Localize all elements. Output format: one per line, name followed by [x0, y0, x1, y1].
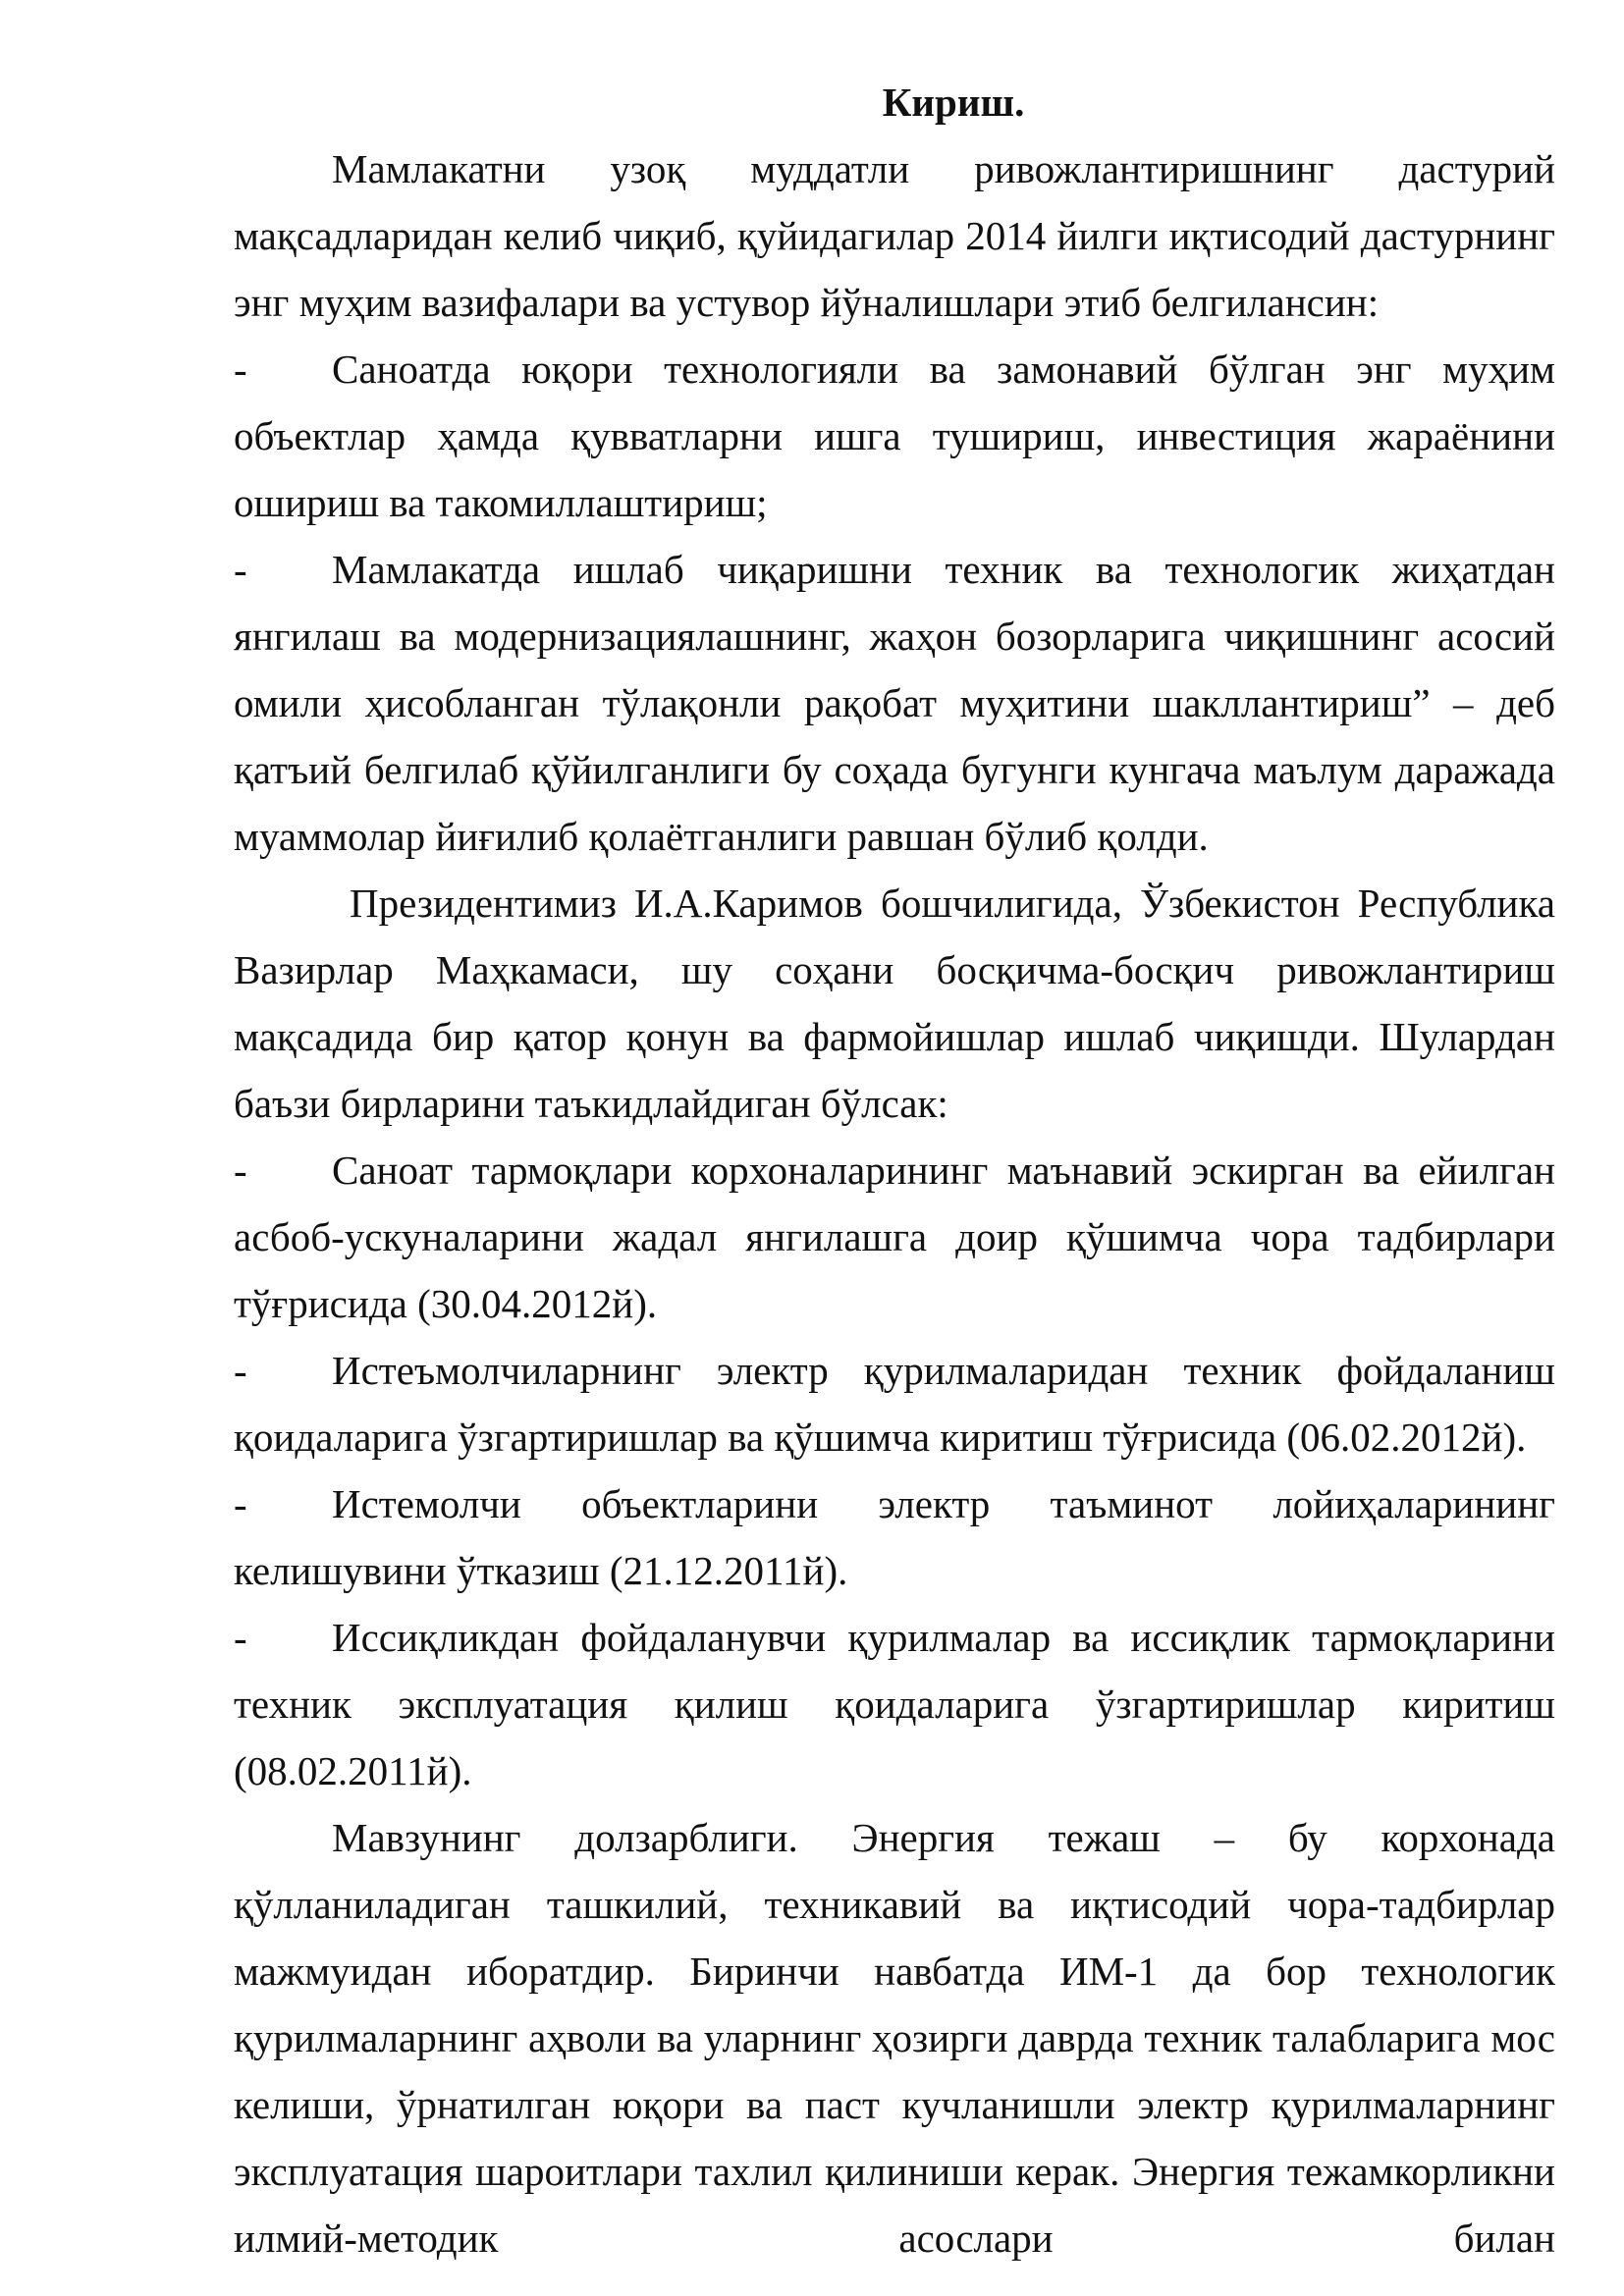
bullet-dash: - [234, 1148, 247, 1193]
paragraph-president: Президентимиз И.А.Каримов бошчилигида, Ўзбекистон Республика Вазирлар Маҳкамаси, шу соҳани босқичма-босқич ривожлантириш мақсадида бир қатор қонун ва фармойишлар ишлаб чиқишди. Шулардан баъзи бирларини таъкидлайдиган бўлсак: [234, 881, 1555, 1126]
document-page [234, 69, 1555, 2271]
paragraph-intro: Мамлакатни узоқ муддатли ривожлантиришнинг дастурий мақсадларидан келиб чиқиб, қуйидагилар 2014 йилги иқтисодий дастурнинг энг муҳим вазифалари ва устувор йўналишлари этиб белгилансин: [234, 146, 1555, 325]
bullet-text: Мамлакатда ишлаб чиқаришни техник ва технологик жиҳатдан янгилаш ва модернизациялашнинг, жаҳон бозорларига чиқишнинг асосий омили ҳисобланган тўлақонли рақобат муҳитини шакллантириш” – деб қатъий белгилаб қўйилганлиги бу соҳада бугунги кунгача маълум даражада муаммолар йиғилиб қолаётганлиги равшан бўлиб қолди. [234, 547, 1555, 859]
bullet-text: Истемолчи объектларини электр таъминот лойиҳаларининг келишувини ўтказиш (21.12.2011й). [234, 1481, 1555, 1593]
bullet-dash: - [234, 1348, 247, 1393]
bullet-text: Иссиқликдан фойдаланувчи қурилмалар ва иссиқлик тармоқларини техник эксплуатация қилиш қоидаларига ўзгартиришлар киритиш (08.02.2011й). [234, 1615, 1555, 1793]
bullet-text: Истеъмолчиларнинг электр қурилмаларидан техник фойдаланиш қоидаларига ўзгартиришлар ва қўшимча киритиш тўғрисида (06.02.2012й). [234, 1348, 1555, 1460]
bullet-item [234, 1337, 1555, 1470]
bullet-item [234, 1137, 1555, 1337]
bullet-dash: - [234, 1481, 247, 1526]
bullet-text: Саноат тармоқлари корхоналарининг маънавий эскирган ва ейилган асбоб-ускуналарини жадал янгилашга доир қўшимча чора тадбирлари тўғрисида (30.04.2012й). [234, 1148, 1555, 1326]
bullet-text: Саноатда юқори технологияли ва замонавий бўлган энг муҳим объектлар ҳамда қувватларни ишга тушириш, инвестиция жараёнини ошириш ва такомиллаштириш; [234, 347, 1555, 525]
bullet-item [234, 536, 1555, 870]
bullet-item [234, 336, 1555, 536]
bullet-item [234, 1604, 1555, 1804]
document-title: Кириш. [882, 80, 1025, 125]
bullet-item [234, 1470, 1555, 1604]
bullet-dash: - [234, 347, 247, 392]
bullet-dash: - [234, 547, 247, 592]
paragraph-relevance: Мавзунинг долзарблиги. Энергия тежаш – бу корхонада қўлланиладиган ташкилий, техникавий ва иқтисодий чора-тадбирлар мажмуидан иборатдир. Биринчи навбатда ИМ-1 да бор технологик қурилмаларнинг аҳволи ва уларнинг ҳозирги даврда техник талабларига мос келиши, ўрнатилган юқори ва паст кучланишли электр қурилмаларнинг эксплуатация шароитлари тахлил қилиниши керак. Энергия тежамкорликни илмий-методик асослари билан [234, 1815, 1555, 2261]
bullet-dash: - [234, 1615, 247, 1660]
